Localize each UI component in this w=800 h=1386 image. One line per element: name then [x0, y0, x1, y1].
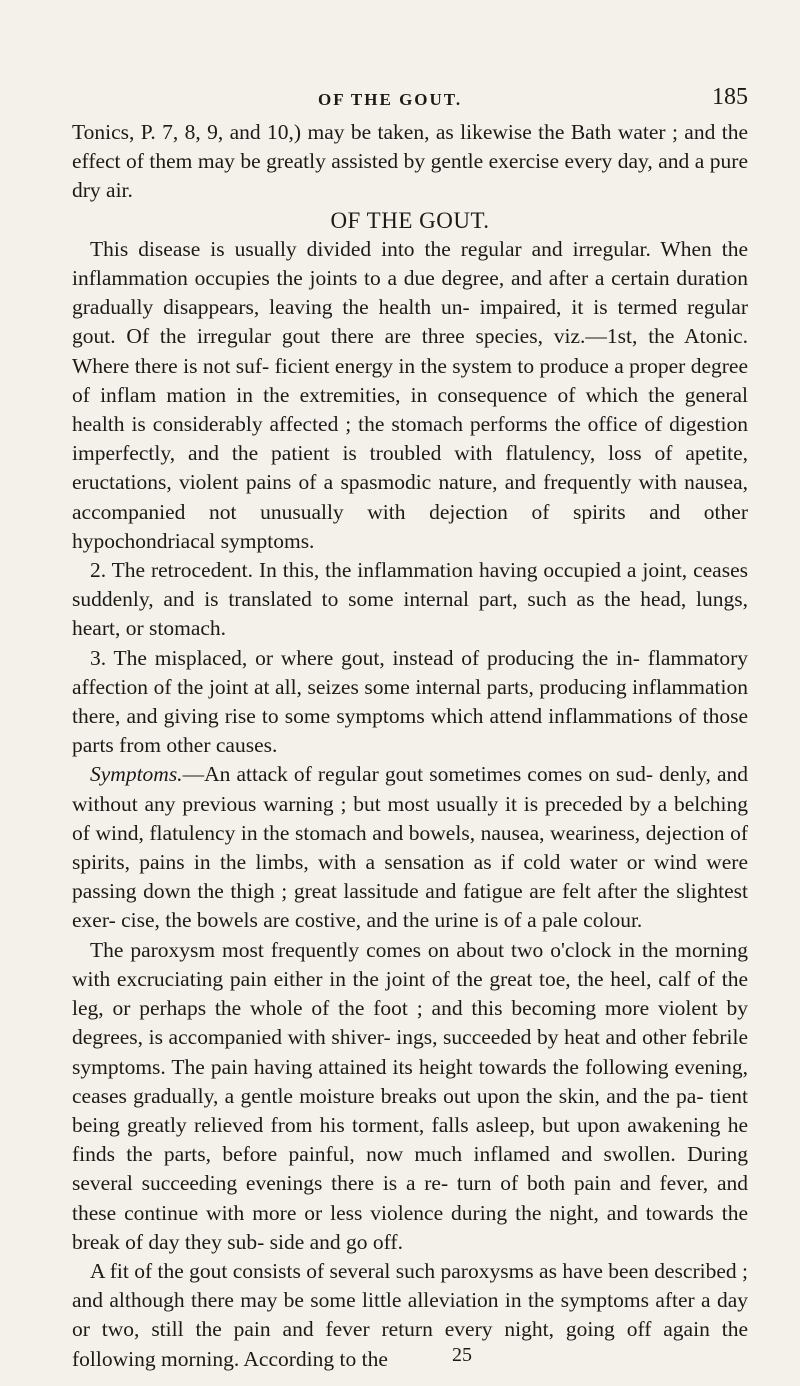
paragraph-misplaced: 3. The misplaced, or where gout, instead of producing the in- flammatory affection of the joint at all, seizes some internal parts, producing inflammation there, and giving rise to some symptoms which attend inflammations of those parts from other causes.: [72, 645, 748, 758]
symptoms-text: —An attack of regular gout sometimes comes on sud- denly, and without any previous warning ; but most usually it is preceded by a belching of wind, flatulency in the stomach and bowels, nausea, weariness, dejection of spirits, pains in the limbs, with a sensation as if cold water or wind were passing down the thigh ; great lassitude and fatigue are felt after the slightest exer- cise, the bowels are costive, and the urine is of a pale colour.: [72, 762, 748, 933]
paragraph-retrocedent: 2. The retrocedent. In this, the inflammation having occupied a joint, ceases suddenly, and is translated to some internal part, such as the head, lungs, heart, or stomach.: [72, 558, 748, 641]
paragraph-fit-of-gout: A fit of the gout consists of several such paroxysms as have been described ; and although there may be some little alleviation in the symptoms after a day or two, still the pain and fever return every night, going off again the following morning. According to the: [72, 1258, 748, 1371]
running-head: [0, 82, 800, 112]
running-head-title: OF THE GOUT.: [318, 90, 463, 109]
signature-mark: 25: [452, 1344, 472, 1366]
section-heading: OF THE GOUT.: [330, 207, 490, 233]
page-number: 185: [712, 84, 748, 110]
symptoms-label: Symptoms.: [90, 762, 183, 787]
body-text: [72, 118, 748, 1374]
paragraph-paroxysm: The paroxysm most frequently comes on about two o'clock in the morning with excruciating pain either in the joint of the great toe, the heel, calf of the leg, or perhaps the whole of the foot ; and this becoming more violent by degrees, is accompanied with shiver- ings, succeeded by heat and other febrile symptoms. The pain having attained its height towards the following evening, ceases gradually, a gentle moisture breaks out upon the skin, and the pa- tient being greatly relieved from his torment, falls asleep, but upon awakening he finds the parts, before painful, now much inflamed and swollen. During several succeeding evenings there is a re- turn of both pain and fever, and these continue with more or less violence during the night, and towards the break of day they sub- side and go off.: [72, 937, 748, 1254]
paragraph-symptoms: [72, 760, 748, 935]
paragraph-tonics: Tonics, P. 7, 8, 9, and 10,) may be taken, as likewise the Bath water ; and the effect of them may be greatly assisted by gentle exercise every day, and a pure dry air.: [72, 120, 748, 203]
paragraph-gout-types: This disease is usually divided into the regular and irregular. When the inflammation occupies the joints to a due degree, and after a certain duration gradually disappears, leaving the health un- impaired, it is termed regular gout. Of the irregular gout there are three species, viz.—1st, the Atonic. Where there is not suf- ficient energy in the system to produce a proper degree of inflam mation in the extremities, in consequence of which the general health is considerably affected ; the stomach performs the office of digestion imperfectly, and the patient is troubled with flatulency, loss of apetite, eructations, violent pains of a spasmodic nature, and frequently with nausea, accompanied not unusually with dejection of spirits and other hypochondriacal symptoms.: [72, 236, 748, 553]
